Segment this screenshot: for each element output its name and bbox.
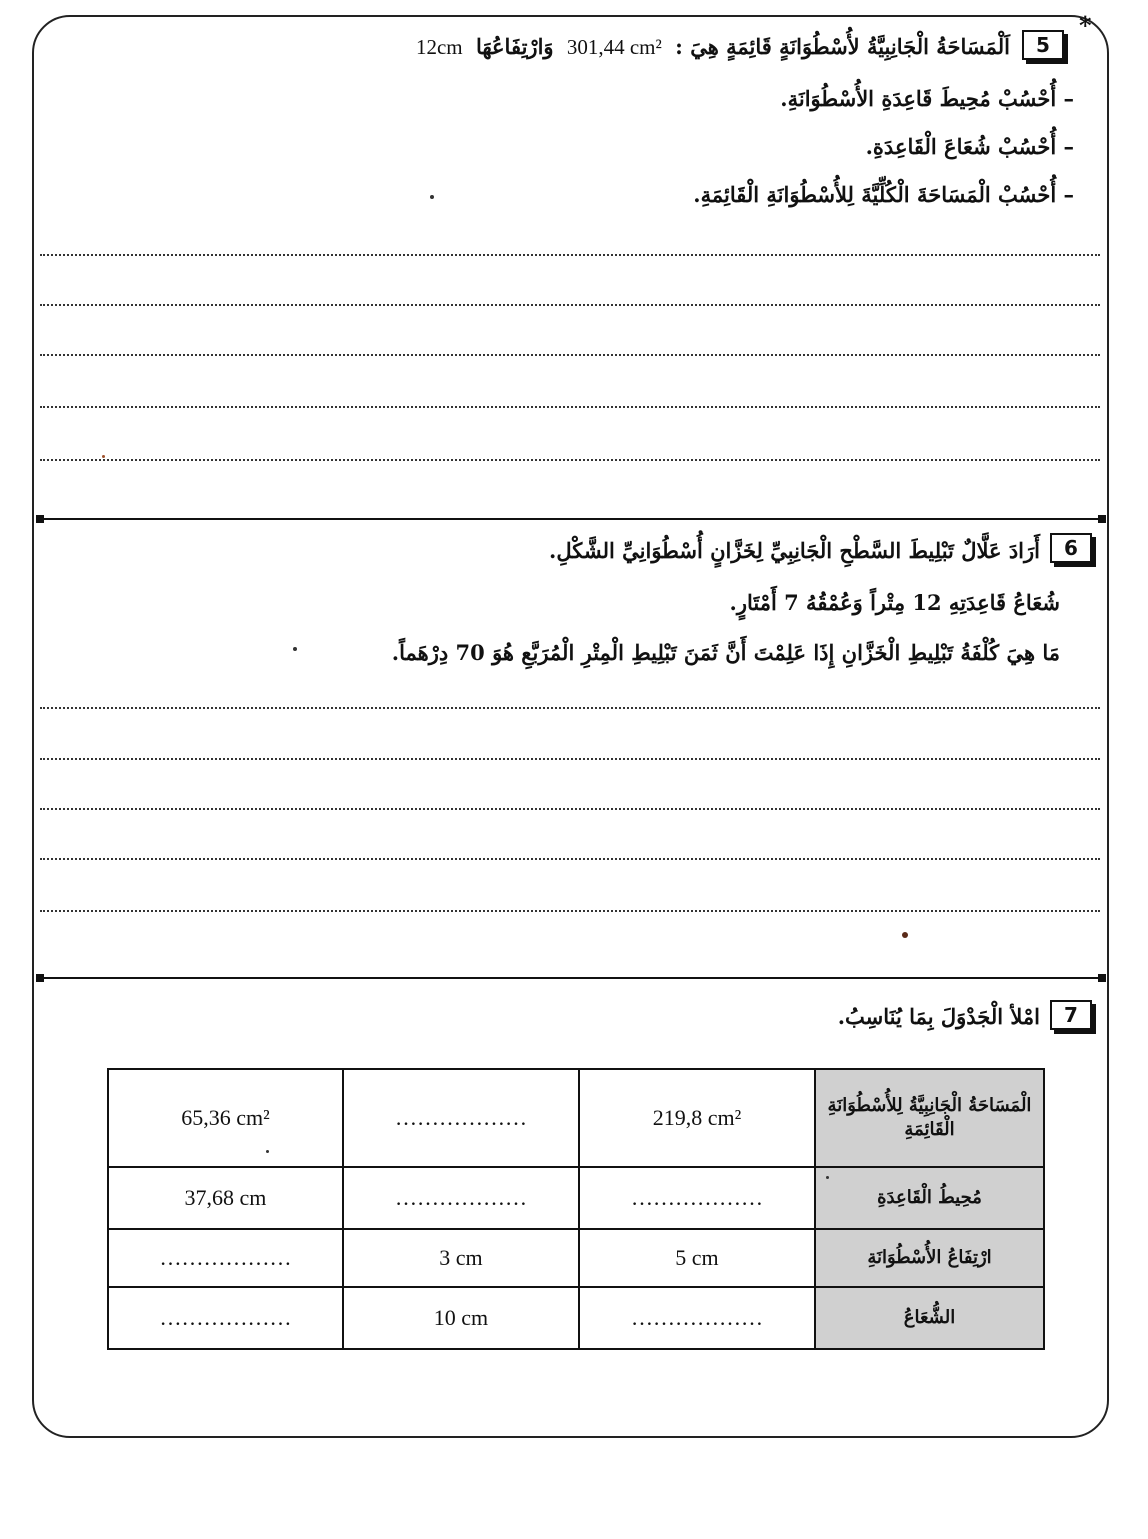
table-cell: 65,36 cm² xyxy=(108,1069,343,1167)
scan-speck xyxy=(102,455,105,458)
section-divider xyxy=(40,977,1102,979)
question-5-statement-text: اَلْمَسَاحَةُ الْجَانِبِيَّةُ لأُسْطُوَانَةٍ قَائِمَةٍ هِيَ : xyxy=(675,34,1010,59)
table-row-radius xyxy=(108,1287,1044,1349)
table-cell-blank[interactable]: ……………… xyxy=(108,1229,343,1287)
table-row-base-perimeter xyxy=(108,1167,1044,1229)
question-5-number: 5 xyxy=(1022,30,1064,60)
star-mark: * xyxy=(1079,11,1092,40)
table-cell: 3 cm xyxy=(343,1229,579,1287)
answer-line[interactable] xyxy=(40,304,1100,306)
answer-line[interactable] xyxy=(40,354,1100,356)
table-cell: 10 cm xyxy=(343,1287,579,1349)
question-5-height: 12cm xyxy=(415,35,463,59)
section-divider xyxy=(40,518,1102,520)
question-5-task: – أُحْسُبْ شُعَاعَ الْقَاعِدَةِ. xyxy=(865,134,1074,159)
answer-line[interactable] xyxy=(40,758,1100,760)
question-6-number: 6 xyxy=(1050,533,1092,563)
answer-line[interactable] xyxy=(40,254,1100,256)
answer-line[interactable] xyxy=(40,707,1100,709)
answer-line[interactable] xyxy=(40,406,1100,408)
question-6-line: مَا هِيَ كُلْفَةُ تَبْلِيطِ الْخَزَّانِ إِذَا عَلِمْتَ أَنَّ ثَمَنَ تَبْلِيطِ الْمِتْرِ الْمُرَبَّعِ هُوَ 70 دِرْهَماً. xyxy=(391,640,1060,665)
table-row-label: مُحِيطُ الْقَاعِدَةِ xyxy=(815,1167,1044,1229)
answer-line[interactable] xyxy=(40,910,1100,912)
table-row-label: الشُّعَاعُ xyxy=(815,1287,1044,1349)
cylinder-table xyxy=(107,1068,1045,1350)
answer-line[interactable] xyxy=(40,858,1100,860)
table-row-lateral-area xyxy=(108,1069,1044,1167)
scan-speck xyxy=(826,1176,829,1179)
table-cell-blank[interactable]: ……………… xyxy=(108,1287,343,1349)
table-cell: 5 cm xyxy=(579,1229,815,1287)
table-cell-blank[interactable]: ……………… xyxy=(579,1287,815,1349)
question-6-line: شُعَاعُ قَاعِدَتِهِ 12 مِتْراً وَعُمْقُهُ 7 أَمْتَارٍ. xyxy=(729,590,1060,615)
table-cell-blank[interactable]: ……………… xyxy=(343,1167,579,1229)
question-6-line: أَرَادَ عَلَّالٌ تَبْلِيطَ السَّطْحِ الْجَانِبِيِّ لِخَزَّانٍ أُسْطُوَانِيِّ الشَّكْلِ. xyxy=(549,538,1040,563)
answer-line[interactable] xyxy=(40,459,1100,461)
question-5-task: – أُحْسُبْ مُحِيطَ قَاعِدَةِ الأُسْطُوَانَةِ. xyxy=(780,86,1074,111)
table-cell: 219,8 cm² xyxy=(579,1069,815,1167)
table-row-height xyxy=(108,1229,1044,1287)
table-cell: 37,68 cm xyxy=(108,1167,343,1229)
question-5-height-label: وَارْتِفَاعُهَا xyxy=(475,34,554,59)
question-5-task: – أُحْسُبْ الْمَسَاحَةَ الْكُلِّيَّةَ لِلأُسْطُوَانَةِ الْقَائِمَةِ. xyxy=(693,182,1074,207)
question-7-number: 7 xyxy=(1050,1000,1092,1030)
question-5-lateral-area: 301,44 cm² xyxy=(566,35,662,59)
table-row-label: ارْتِفَاعُ الأُسْطُوَانَةِ xyxy=(815,1229,1044,1287)
table-row-label: الْمَسَاحَةُ الْجَانِبِيَّةُ لِلأُسْطُوَانَةِ الْقَائِمَةِ xyxy=(815,1069,1044,1167)
scan-speck xyxy=(293,647,297,651)
table-cell-blank[interactable]: ……………… xyxy=(579,1167,815,1229)
table-cell-blank[interactable]: ……………… xyxy=(343,1069,579,1167)
scan-speck xyxy=(430,195,434,199)
question-5-statement xyxy=(0,34,1010,60)
scan-speck xyxy=(266,1150,269,1153)
answer-line[interactable] xyxy=(40,808,1100,810)
scan-speck xyxy=(902,932,908,938)
question-7-instruction: امْلأ الْجَدْوَلَ بِمَا يُنَاسِبُ. xyxy=(837,1004,1040,1029)
